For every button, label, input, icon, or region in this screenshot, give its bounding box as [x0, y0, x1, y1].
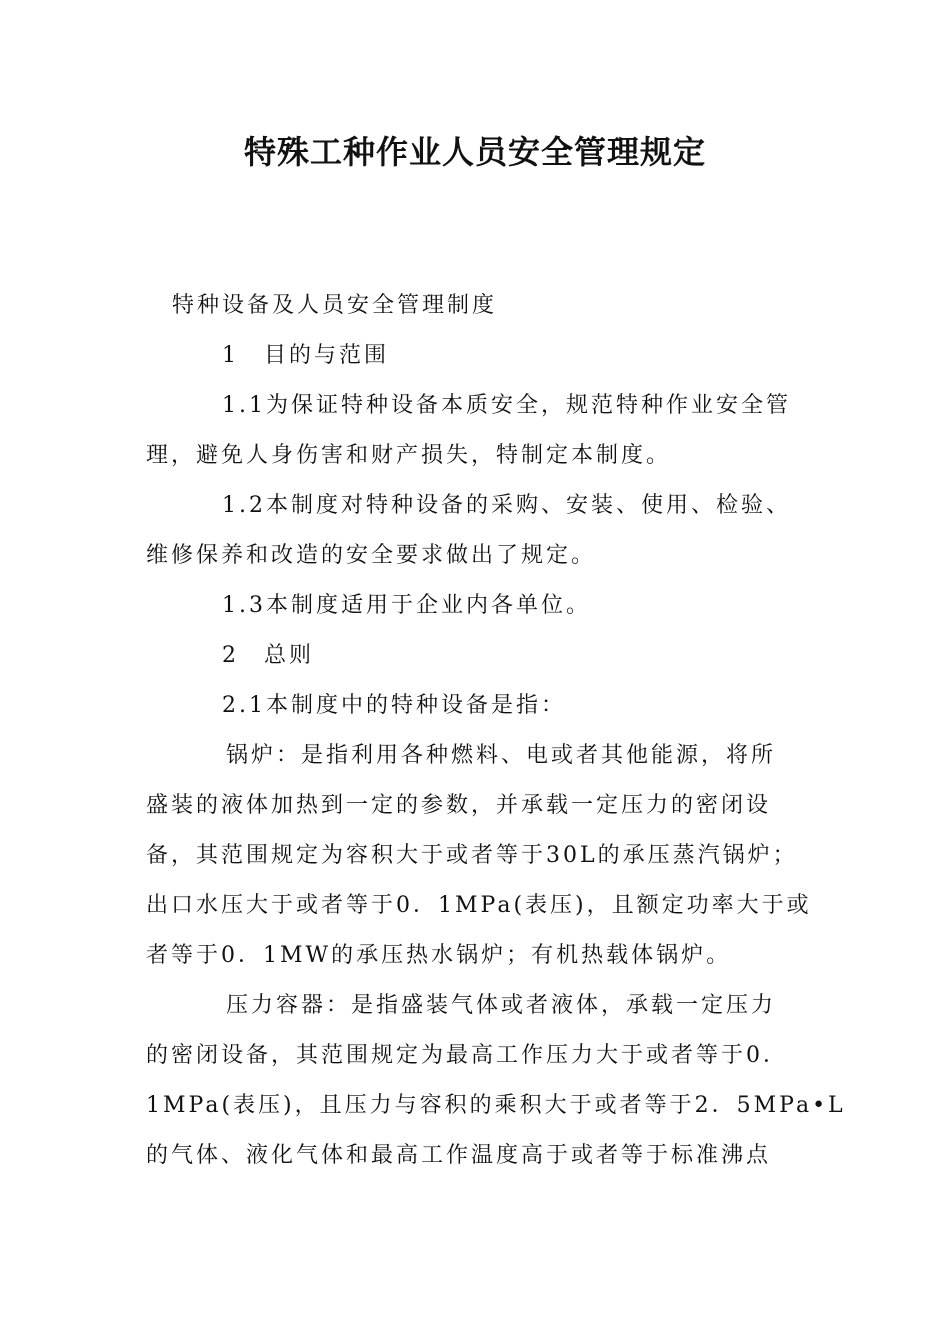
text-line: 1.2本制度对特种设备的采购、安装、使用、检验、 — [222, 493, 791, 518]
text-line: 2.1本制度中的特种设备是指： — [222, 693, 566, 718]
text-line: 特种设备及人员安全管理制度 — [172, 293, 498, 318]
text-line: 出口水压大于或者等于0．1MPa(表压)，且额定功率大于或 — [146, 893, 812, 918]
text-line: 的气体、液化气体和最高工作温度高于或者等于标准沸点 — [146, 1143, 772, 1168]
text-line: 的密闭设备，其范围规定为最高工作压力大于或者等于0． — [146, 1043, 788, 1068]
text-line: 2 总则 — [222, 643, 314, 668]
text-line: 1MPa(表压)，且压力与容积的乘积大于或者等于2．5MPa•L — [146, 1093, 846, 1118]
text-line: 理，避免人身伤害和财产损失，特制定本制度。 — [146, 443, 672, 468]
text-line: 1.3本制度适用于企业内各单位。 — [222, 593, 591, 618]
text-line: 备，其范围规定为容积大于或者等于30L的承压蒸汽锅炉； — [146, 843, 798, 868]
text-line: 1 目的与范围 — [222, 343, 389, 368]
text-line: 压力容器：是指盛装气体或者液体，承载一定压力 — [226, 993, 777, 1018]
document-title: 特殊工种作业人员安全管理规定 — [243, 133, 706, 171]
text-line: 维修保养和改造的安全要求做出了规定。 — [146, 543, 597, 568]
text-line: 锅炉：是指利用各种燃料、电或者其他能源，将所 — [226, 743, 777, 768]
text-line: 者等于0．1MW的承压热水锅炉；有机热载体锅炉。 — [146, 943, 732, 968]
text-line: 1.1为保证特种设备本质安全，规范特种作业安全管 — [222, 393, 791, 418]
text-line: 盛装的液体加热到一定的参数，并承载一定压力的密闭设 — [146, 793, 772, 818]
